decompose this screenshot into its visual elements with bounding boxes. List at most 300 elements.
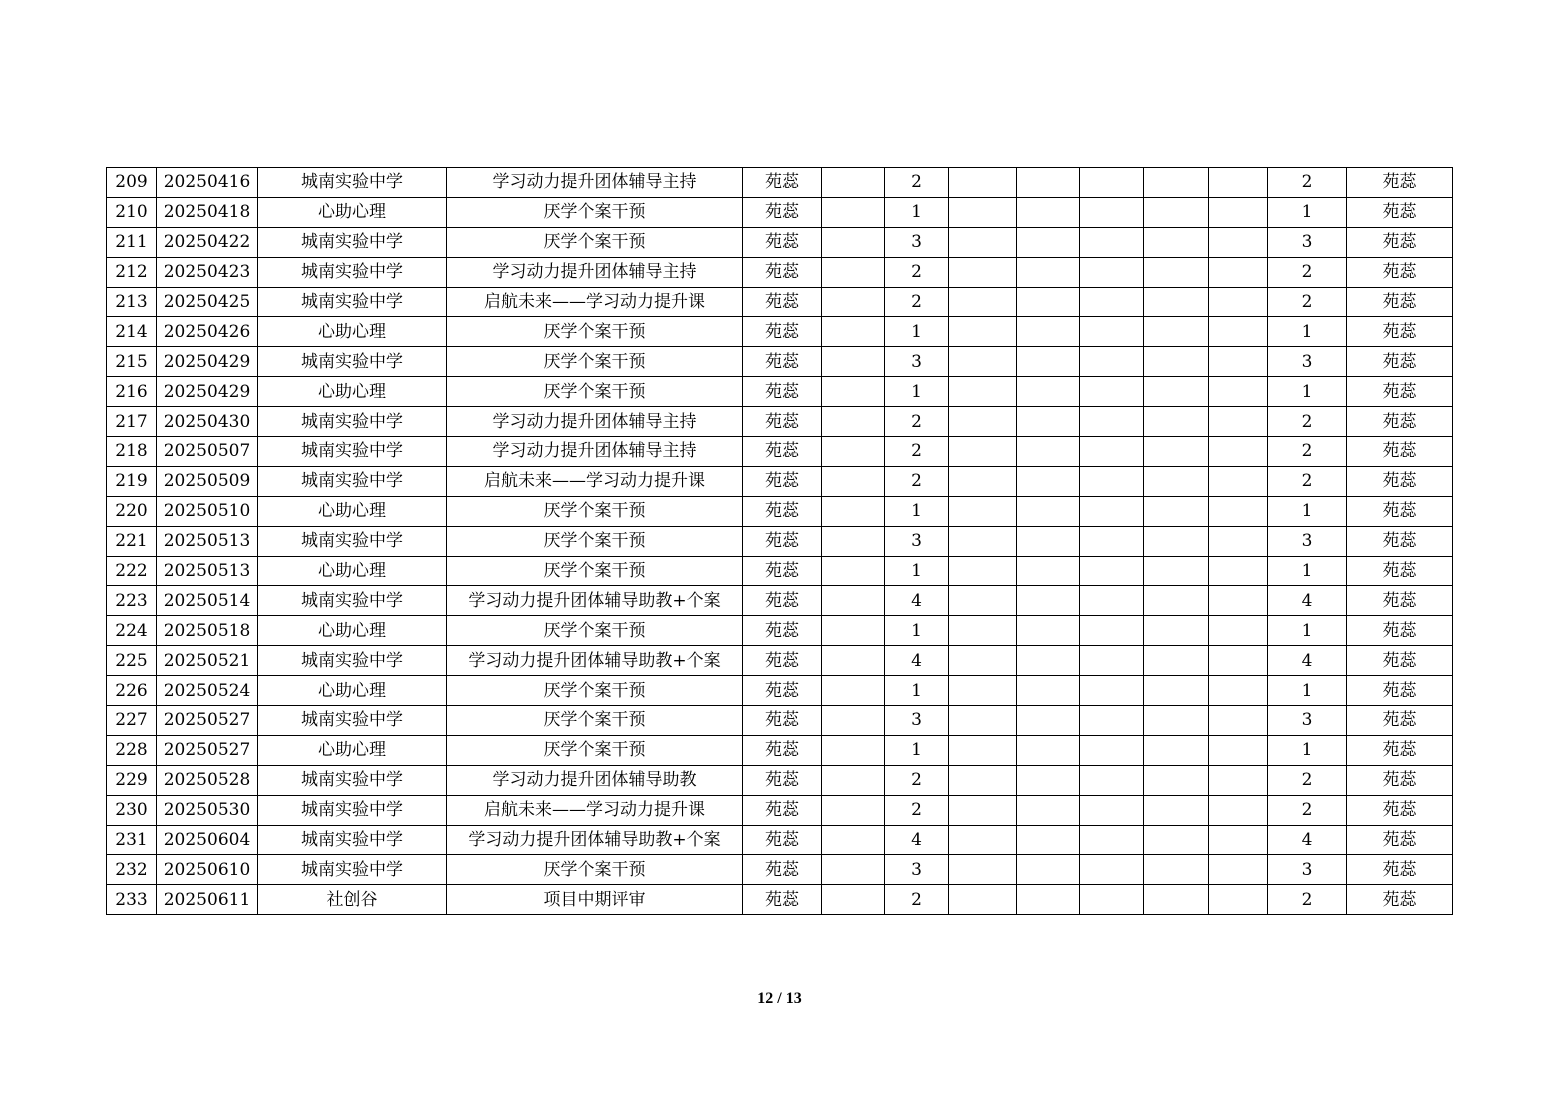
cell-activity: 厌学个案干预: [447, 616, 743, 646]
cell-blank-col-11: [1144, 825, 1209, 855]
cell-blank-col-8: [949, 556, 1017, 586]
cell-total-hours: 2: [1268, 407, 1347, 437]
cell-blank-col-9: [1017, 526, 1080, 556]
cell-date: 20250422: [157, 227, 258, 257]
cell-blank-col-10: [1080, 377, 1144, 407]
cell-confirmed-by: 苑蕊: [1347, 676, 1453, 706]
cell-blank-col-10: [1080, 706, 1144, 736]
cell-person: 苑蕊: [743, 168, 822, 198]
table-row: [107, 526, 1453, 556]
cell-blank-col-10: [1080, 646, 1144, 676]
cell-blank-col-6: [822, 885, 885, 915]
cell-blank-col-10: [1080, 227, 1144, 257]
cell-organization: 城南实验中学: [258, 646, 447, 676]
cell-blank-col-9: [1017, 168, 1080, 198]
cell-blank-col-9: [1017, 586, 1080, 616]
table-row: [107, 227, 1453, 257]
cell-activity: 启航未来——学习动力提升课: [447, 466, 743, 496]
cell-person: 苑蕊: [743, 646, 822, 676]
cell-total-hours: 3: [1268, 227, 1347, 257]
cell-total-hours: 2: [1268, 287, 1347, 317]
cell-blank-col-8: [949, 257, 1017, 287]
cell-hours: 3: [885, 347, 949, 377]
cell-blank-col-12: [1209, 526, 1268, 556]
cell-total-hours: 1: [1268, 556, 1347, 586]
cell-organization: 心助心理: [258, 377, 447, 407]
table-row: [107, 347, 1453, 377]
cell-blank-col-6: [822, 197, 885, 227]
cell-blank-col-8: [949, 287, 1017, 317]
cell-blank-col-9: [1017, 765, 1080, 795]
cell-activity: 厌学个案干预: [447, 676, 743, 706]
cell-blank-col-11: [1144, 706, 1209, 736]
cell-hours: 3: [885, 855, 949, 885]
cell-blank-col-8: [949, 676, 1017, 706]
cell-activity: 厌学个案干预: [447, 227, 743, 257]
cell-blank-col-12: [1209, 377, 1268, 407]
cell-row-index: 221: [107, 526, 157, 556]
cell-row-index: 225: [107, 646, 157, 676]
cell-confirmed-by: 苑蕊: [1347, 825, 1453, 855]
cell-blank-col-8: [949, 407, 1017, 437]
cell-organization: 心助心理: [258, 676, 447, 706]
cell-blank-col-10: [1080, 257, 1144, 287]
cell-hours: 1: [885, 676, 949, 706]
cell-person: 苑蕊: [743, 676, 822, 706]
cell-person: 苑蕊: [743, 855, 822, 885]
cell-row-index: 224: [107, 616, 157, 646]
cell-row-index: 219: [107, 466, 157, 496]
cell-blank-col-12: [1209, 646, 1268, 676]
cell-confirmed-by: 苑蕊: [1347, 197, 1453, 227]
cell-blank-col-8: [949, 168, 1017, 198]
cell-blank-col-9: [1017, 197, 1080, 227]
activity-record-table: [106, 167, 1453, 915]
cell-organization: 社创谷: [258, 885, 447, 915]
cell-blank-col-11: [1144, 855, 1209, 885]
cell-confirmed-by: 苑蕊: [1347, 407, 1453, 437]
cell-activity: 厌学个案干预: [447, 496, 743, 526]
cell-activity: 厌学个案干预: [447, 706, 743, 736]
cell-blank-col-9: [1017, 825, 1080, 855]
cell-blank-col-11: [1144, 676, 1209, 706]
cell-hours: 2: [885, 466, 949, 496]
cell-hours: 1: [885, 377, 949, 407]
cell-date: 20250604: [157, 825, 258, 855]
cell-total-hours: 2: [1268, 466, 1347, 496]
cell-blank-col-9: [1017, 466, 1080, 496]
cell-organization: 城南实验中学: [258, 825, 447, 855]
cell-blank-col-8: [949, 227, 1017, 257]
cell-blank-col-11: [1144, 885, 1209, 915]
cell-total-hours: 2: [1268, 437, 1347, 467]
cell-blank-col-12: [1209, 706, 1268, 736]
cell-organization: 心助心理: [258, 496, 447, 526]
cell-confirmed-by: 苑蕊: [1347, 287, 1453, 317]
cell-hours: 1: [885, 556, 949, 586]
cell-hours: 2: [885, 795, 949, 825]
cell-confirmed-by: 苑蕊: [1347, 317, 1453, 347]
cell-activity: 学习动力提升团体辅导助教+个案: [447, 825, 743, 855]
cell-date: 20250426: [157, 317, 258, 347]
table-row: [107, 885, 1453, 915]
cell-blank-col-6: [822, 377, 885, 407]
cell-blank-col-10: [1080, 407, 1144, 437]
cell-activity: 学习动力提升团体辅导助教+个案: [447, 586, 743, 616]
cell-total-hours: 1: [1268, 676, 1347, 706]
cell-confirmed-by: 苑蕊: [1347, 586, 1453, 616]
cell-blank-col-9: [1017, 496, 1080, 526]
cell-person: 苑蕊: [743, 706, 822, 736]
cell-blank-col-8: [949, 466, 1017, 496]
cell-blank-col-11: [1144, 437, 1209, 467]
cell-organization: 城南实验中学: [258, 765, 447, 795]
cell-activity: 厌学个案干预: [447, 347, 743, 377]
cell-blank-col-10: [1080, 855, 1144, 885]
cell-total-hours: 2: [1268, 885, 1347, 915]
cell-blank-col-9: [1017, 437, 1080, 467]
cell-person: 苑蕊: [743, 437, 822, 467]
cell-confirmed-by: 苑蕊: [1347, 706, 1453, 736]
cell-blank-col-8: [949, 795, 1017, 825]
table-row: [107, 556, 1453, 586]
cell-person: 苑蕊: [743, 526, 822, 556]
cell-blank-col-10: [1080, 735, 1144, 765]
cell-organization: 心助心理: [258, 317, 447, 347]
cell-person: 苑蕊: [743, 556, 822, 586]
cell-blank-col-11: [1144, 287, 1209, 317]
cell-confirmed-by: 苑蕊: [1347, 646, 1453, 676]
table-row: [107, 287, 1453, 317]
cell-confirmed-by: 苑蕊: [1347, 855, 1453, 885]
cell-confirmed-by: 苑蕊: [1347, 526, 1453, 556]
cell-blank-col-6: [822, 407, 885, 437]
cell-row-index: 233: [107, 885, 157, 915]
cell-total-hours: 2: [1268, 168, 1347, 198]
cell-date: 20250425: [157, 287, 258, 317]
cell-activity: 学习动力提升团体辅导主持: [447, 168, 743, 198]
cell-blank-col-10: [1080, 556, 1144, 586]
cell-activity: 厌学个案干预: [447, 317, 743, 347]
cell-activity: 启航未来——学习动力提升课: [447, 287, 743, 317]
cell-blank-col-9: [1017, 676, 1080, 706]
cell-hours: 2: [885, 257, 949, 287]
page-number: 12 / 13: [757, 990, 802, 1007]
cell-blank-col-11: [1144, 586, 1209, 616]
cell-person: 苑蕊: [743, 407, 822, 437]
cell-date: 20250430: [157, 407, 258, 437]
cell-person: 苑蕊: [743, 795, 822, 825]
cell-organization: 城南实验中学: [258, 407, 447, 437]
cell-hours: 2: [885, 885, 949, 915]
cell-blank-col-9: [1017, 706, 1080, 736]
cell-blank-col-8: [949, 706, 1017, 736]
cell-hours: 4: [885, 646, 949, 676]
table-row: [107, 257, 1453, 287]
cell-blank-col-9: [1017, 885, 1080, 915]
cell-blank-col-12: [1209, 197, 1268, 227]
table-row: [107, 168, 1453, 198]
cell-blank-col-9: [1017, 377, 1080, 407]
cell-blank-col-10: [1080, 765, 1144, 795]
cell-hours: 2: [885, 765, 949, 795]
cell-blank-col-10: [1080, 287, 1144, 317]
cell-person: 苑蕊: [743, 287, 822, 317]
table-row: [107, 437, 1453, 467]
cell-blank-col-12: [1209, 616, 1268, 646]
cell-date: 20250610: [157, 855, 258, 885]
cell-blank-col-10: [1080, 168, 1144, 198]
table-row: [107, 706, 1453, 736]
cell-organization: 心助心理: [258, 556, 447, 586]
cell-blank-col-9: [1017, 795, 1080, 825]
table-row: [107, 317, 1453, 347]
cell-hours: 1: [885, 616, 949, 646]
cell-blank-col-6: [822, 825, 885, 855]
cell-organization: 城南实验中学: [258, 795, 447, 825]
cell-blank-col-10: [1080, 825, 1144, 855]
cell-blank-col-6: [822, 437, 885, 467]
cell-blank-col-12: [1209, 586, 1268, 616]
cell-date: 20250530: [157, 795, 258, 825]
cell-row-index: 223: [107, 586, 157, 616]
cell-organization: 城南实验中学: [258, 168, 447, 198]
cell-blank-col-8: [949, 765, 1017, 795]
cell-activity: 厌学个案干预: [447, 377, 743, 407]
table-body: [107, 168, 1453, 915]
cell-confirmed-by: 苑蕊: [1347, 377, 1453, 407]
cell-blank-col-11: [1144, 556, 1209, 586]
cell-organization: 城南实验中学: [258, 586, 447, 616]
cell-total-hours: 3: [1268, 706, 1347, 736]
cell-activity: 厌学个案干预: [447, 735, 743, 765]
cell-blank-col-6: [822, 347, 885, 377]
cell-hours: 3: [885, 227, 949, 257]
table-row: [107, 646, 1453, 676]
cell-blank-col-9: [1017, 287, 1080, 317]
cell-date: 20250527: [157, 735, 258, 765]
cell-date: 20250514: [157, 586, 258, 616]
cell-blank-col-12: [1209, 676, 1268, 706]
cell-blank-col-6: [822, 466, 885, 496]
cell-confirmed-by: 苑蕊: [1347, 885, 1453, 915]
cell-organization: 城南实验中学: [258, 466, 447, 496]
cell-activity: 学习动力提升团体辅导主持: [447, 407, 743, 437]
cell-blank-col-12: [1209, 168, 1268, 198]
cell-total-hours: 4: [1268, 586, 1347, 616]
cell-confirmed-by: 苑蕊: [1347, 616, 1453, 646]
cell-date: 20250518: [157, 616, 258, 646]
cell-blank-col-11: [1144, 795, 1209, 825]
cell-blank-col-11: [1144, 496, 1209, 526]
cell-activity: 学习动力提升团体辅导主持: [447, 437, 743, 467]
cell-blank-col-9: [1017, 257, 1080, 287]
cell-row-index: 220: [107, 496, 157, 526]
cell-person: 苑蕊: [743, 586, 822, 616]
cell-date: 20250429: [157, 347, 258, 377]
cell-blank-col-12: [1209, 735, 1268, 765]
cell-hours: 1: [885, 317, 949, 347]
cell-blank-col-12: [1209, 466, 1268, 496]
cell-blank-col-12: [1209, 885, 1268, 915]
cell-date: 20250527: [157, 706, 258, 736]
cell-blank-col-12: [1209, 257, 1268, 287]
cell-blank-col-12: [1209, 496, 1268, 526]
cell-blank-col-6: [822, 526, 885, 556]
cell-blank-col-9: [1017, 407, 1080, 437]
cell-blank-col-9: [1017, 616, 1080, 646]
table-row: [107, 586, 1453, 616]
cell-hours: 2: [885, 407, 949, 437]
cell-blank-col-8: [949, 586, 1017, 616]
cell-blank-col-6: [822, 586, 885, 616]
cell-total-hours: 4: [1268, 825, 1347, 855]
cell-blank-col-9: [1017, 347, 1080, 377]
cell-row-index: 210: [107, 197, 157, 227]
cell-row-index: 209: [107, 168, 157, 198]
cell-blank-col-6: [822, 257, 885, 287]
cell-total-hours: 3: [1268, 526, 1347, 556]
cell-blank-col-11: [1144, 646, 1209, 676]
cell-blank-col-9: [1017, 317, 1080, 347]
cell-blank-col-8: [949, 526, 1017, 556]
cell-date: 20250528: [157, 765, 258, 795]
cell-blank-col-11: [1144, 735, 1209, 765]
cell-person: 苑蕊: [743, 496, 822, 526]
cell-organization: 城南实验中学: [258, 855, 447, 885]
cell-blank-col-12: [1209, 407, 1268, 437]
cell-row-index: 216: [107, 377, 157, 407]
cell-row-index: 214: [107, 317, 157, 347]
cell-blank-col-8: [949, 496, 1017, 526]
cell-total-hours: 2: [1268, 795, 1347, 825]
cell-blank-col-11: [1144, 765, 1209, 795]
cell-blank-col-11: [1144, 227, 1209, 257]
cell-blank-col-9: [1017, 556, 1080, 586]
cell-blank-col-10: [1080, 586, 1144, 616]
cell-total-hours: 1: [1268, 377, 1347, 407]
cell-activity: 厌学个案干预: [447, 197, 743, 227]
cell-blank-col-12: [1209, 765, 1268, 795]
cell-date: 20250507: [157, 437, 258, 467]
cell-activity: 学习动力提升团体辅导助教+个案: [447, 646, 743, 676]
cell-person: 苑蕊: [743, 317, 822, 347]
cell-blank-col-12: [1209, 795, 1268, 825]
cell-row-index: 215: [107, 347, 157, 377]
cell-blank-col-6: [822, 317, 885, 347]
cell-confirmed-by: 苑蕊: [1347, 735, 1453, 765]
cell-blank-col-12: [1209, 317, 1268, 347]
cell-person: 苑蕊: [743, 765, 822, 795]
cell-row-index: 228: [107, 735, 157, 765]
cell-organization: 城南实验中学: [258, 437, 447, 467]
cell-blank-col-10: [1080, 526, 1144, 556]
cell-blank-col-8: [949, 855, 1017, 885]
cell-person: 苑蕊: [743, 825, 822, 855]
cell-organization: 城南实验中学: [258, 227, 447, 257]
cell-activity: 厌学个案干预: [447, 556, 743, 586]
table-row: [107, 795, 1453, 825]
cell-date: 20250611: [157, 885, 258, 915]
cell-blank-col-9: [1017, 735, 1080, 765]
cell-blank-col-12: [1209, 287, 1268, 317]
cell-blank-col-8: [949, 437, 1017, 467]
table-row: [107, 825, 1453, 855]
cell-person: 苑蕊: [743, 616, 822, 646]
cell-date: 20250524: [157, 676, 258, 706]
cell-total-hours: 1: [1268, 317, 1347, 347]
cell-blank-col-12: [1209, 227, 1268, 257]
cell-blank-col-6: [822, 706, 885, 736]
cell-blank-col-6: [822, 646, 885, 676]
table-row: [107, 855, 1453, 885]
cell-blank-col-6: [822, 616, 885, 646]
cell-date: 20250423: [157, 257, 258, 287]
cell-blank-col-6: [822, 168, 885, 198]
cell-blank-col-8: [949, 197, 1017, 227]
cell-hours: 1: [885, 735, 949, 765]
cell-blank-col-8: [949, 616, 1017, 646]
cell-person: 苑蕊: [743, 885, 822, 915]
cell-blank-col-10: [1080, 795, 1144, 825]
cell-blank-col-8: [949, 735, 1017, 765]
cell-blank-col-10: [1080, 437, 1144, 467]
table-row: [107, 765, 1453, 795]
cell-blank-col-6: [822, 855, 885, 885]
cell-total-hours: 2: [1268, 765, 1347, 795]
cell-row-index: 213: [107, 287, 157, 317]
cell-date: 20250513: [157, 556, 258, 586]
cell-blank-col-12: [1209, 347, 1268, 377]
cell-blank-col-11: [1144, 317, 1209, 347]
cell-hours: 4: [885, 586, 949, 616]
cell-blank-col-9: [1017, 855, 1080, 885]
cell-hours: 2: [885, 287, 949, 317]
cell-blank-col-11: [1144, 347, 1209, 377]
cell-activity: 项目中期评审: [447, 885, 743, 915]
table-row: [107, 466, 1453, 496]
cell-date: 20250416: [157, 168, 258, 198]
cell-blank-col-6: [822, 795, 885, 825]
cell-row-index: 229: [107, 765, 157, 795]
cell-organization: 心助心理: [258, 735, 447, 765]
cell-blank-col-11: [1144, 168, 1209, 198]
cell-confirmed-by: 苑蕊: [1347, 466, 1453, 496]
cell-blank-col-8: [949, 646, 1017, 676]
cell-blank-col-6: [822, 765, 885, 795]
cell-hours: 2: [885, 437, 949, 467]
cell-blank-col-6: [822, 676, 885, 706]
cell-blank-col-6: [822, 287, 885, 317]
cell-blank-col-8: [949, 347, 1017, 377]
cell-blank-col-8: [949, 317, 1017, 347]
cell-blank-col-10: [1080, 466, 1144, 496]
cell-blank-col-10: [1080, 496, 1144, 526]
cell-hours: 2: [885, 168, 949, 198]
cell-blank-col-11: [1144, 197, 1209, 227]
cell-organization: 心助心理: [258, 616, 447, 646]
cell-blank-col-10: [1080, 885, 1144, 915]
cell-person: 苑蕊: [743, 466, 822, 496]
cell-row-index: 211: [107, 227, 157, 257]
cell-blank-col-11: [1144, 466, 1209, 496]
cell-date: 20250418: [157, 197, 258, 227]
cell-blank-col-8: [949, 825, 1017, 855]
table-row: [107, 197, 1453, 227]
cell-hours: 4: [885, 825, 949, 855]
table-row: [107, 496, 1453, 526]
cell-person: 苑蕊: [743, 377, 822, 407]
